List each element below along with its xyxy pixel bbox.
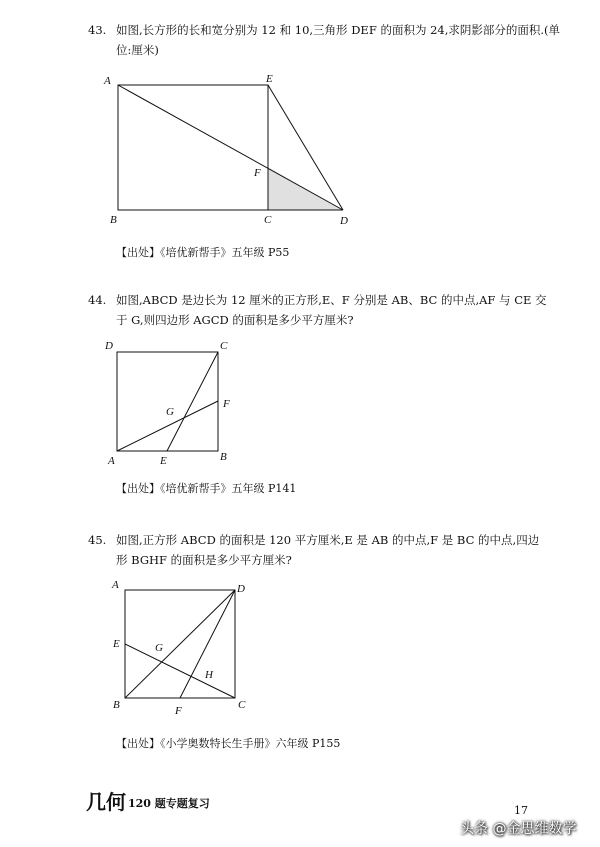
q45-label-A: A xyxy=(112,579,119,591)
q44-label-A: A xyxy=(108,455,115,467)
q44-text-line1: 如图,ABCD 是边长为 12 厘米的正方形,E、F 分别是 AB、BC 的中点,AF 与 CE 交 xyxy=(116,293,547,307)
q43-rectangle xyxy=(118,85,268,210)
q44-square xyxy=(117,352,218,451)
q45-label-F: F xyxy=(175,705,182,717)
q43-label-E: E xyxy=(266,73,273,85)
q45-figure xyxy=(105,575,250,720)
q45-label-D: D xyxy=(237,583,245,595)
q44-label-C: C xyxy=(220,340,228,352)
q45-line-BD xyxy=(125,590,235,698)
q43-label-B: B xyxy=(110,214,117,226)
q45-label-C: C xyxy=(238,699,246,711)
q44-label-G: G xyxy=(166,406,174,418)
footer-title: 几何 xyxy=(86,790,126,814)
q43-text-line1: 如图,长方形的长和宽分别为 12 和 10,三角形 DEF 的面积为 24,求阴影部分的面积.(单 xyxy=(116,23,561,37)
q45-label-G: G xyxy=(155,642,163,654)
q45-number: 45. xyxy=(88,533,107,547)
q45-source: 【出处】《小学奥数特长生手册》六年级 P155 xyxy=(116,737,341,750)
q45-label-B: B xyxy=(113,699,120,711)
q45-label-E: E xyxy=(113,638,120,650)
q44-label-D: D xyxy=(105,340,113,352)
q45-text-line2: 形 BGHF 的面积是多少平方厘米? xyxy=(116,553,292,567)
q43-label-D: D xyxy=(340,215,348,227)
q44-label-F: F xyxy=(223,398,230,410)
q43-text-line2: 位:厘米) xyxy=(116,43,159,57)
q44-text-line2: 于 G,则四边形 AGCD 的面积是多少平方厘米? xyxy=(116,313,354,327)
q43-label-A: A xyxy=(104,75,111,87)
q43-number: 43. xyxy=(88,23,107,37)
q44-source: 【出处】《培优新帮手》五年级 P141 xyxy=(116,482,297,495)
q44-label-B: B xyxy=(220,451,227,463)
q44-number: 44. xyxy=(88,293,107,307)
q45-label-H: H xyxy=(205,669,213,681)
q43-label-F: F xyxy=(254,167,261,179)
q44-line-EC xyxy=(167,352,218,451)
q43-source: 【出处】《培优新帮手》五年级 P55 xyxy=(116,246,290,259)
q43-figure xyxy=(100,70,370,230)
page-number: 17 xyxy=(514,804,528,817)
q44-figure xyxy=(100,335,245,470)
watermark: 头条 @金思维数学 xyxy=(460,821,577,837)
q45-line-FD xyxy=(180,590,235,698)
footer-subtitle: 120 题专题复习 xyxy=(128,797,210,810)
q45-line-EC xyxy=(125,644,235,698)
q45-text-line1: 如图,正方形 ABCD 的面积是 120 平方厘米,E 是 AB 的中点,F 是 BC 的中点,四边 xyxy=(116,533,540,547)
q43-label-C: C xyxy=(264,214,272,226)
q43-line-AD xyxy=(118,85,343,210)
q44-label-E: E xyxy=(160,455,167,467)
